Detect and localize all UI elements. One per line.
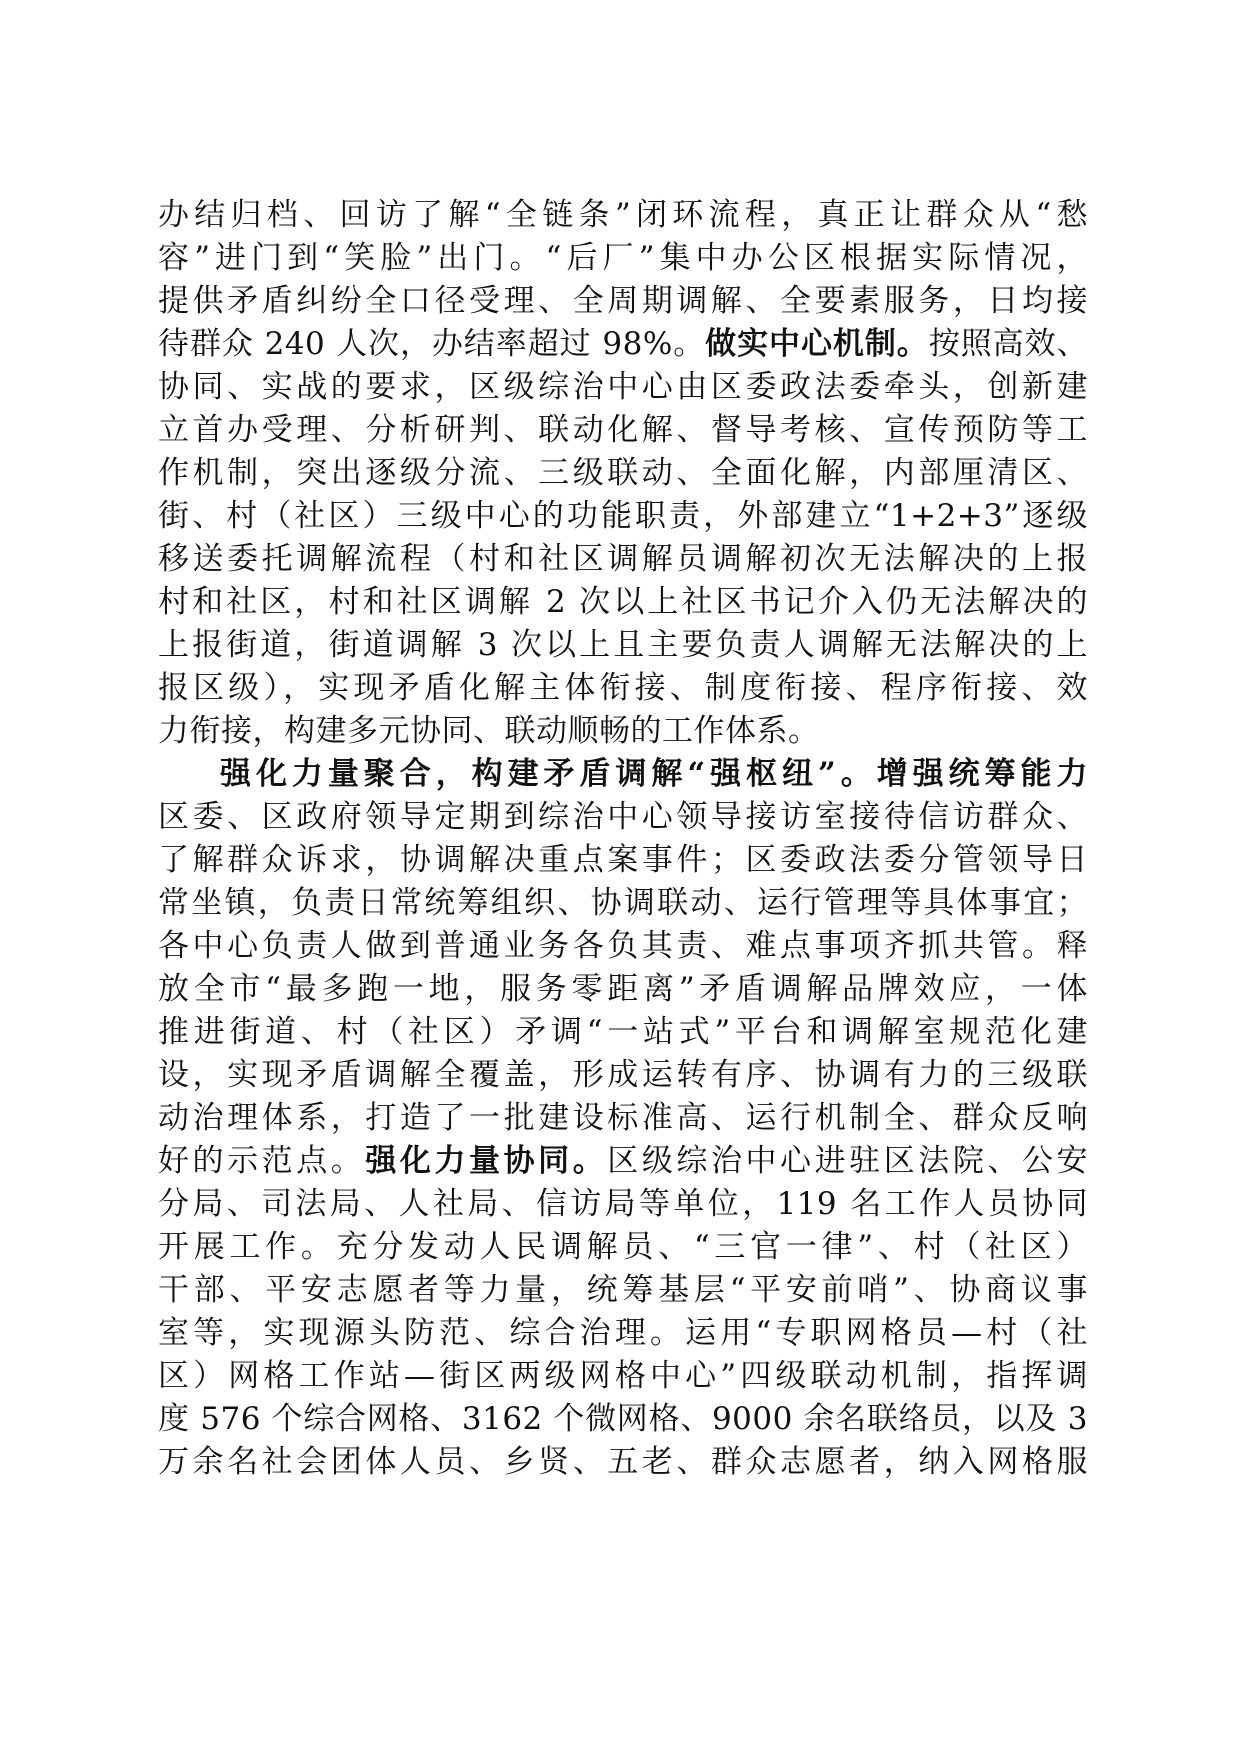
text-segment: 设，实现矛盾调解全覆盖，形成运转有序、协调有力的三级联 bbox=[158, 1057, 1088, 1093]
text-segment: 度 576 个综合网格、3162 个微网格、9000 余名联络员，以及 3 bbox=[158, 1401, 1088, 1437]
text-line bbox=[158, 323, 1088, 366]
text-segment: 按照高效、 bbox=[928, 326, 1088, 362]
text-segment: 干部、平安志愿者等力量，统筹基层“平安前哨”、协商议事 bbox=[158, 1272, 1088, 1308]
text-segment: 区）网格工作站—街区两级网格中心”四级联动机制，指挥调 bbox=[158, 1358, 1088, 1394]
text-segment: 街、村（社区）三级中心的功能职责，外部建立“1+2+3”逐级 bbox=[158, 498, 1088, 534]
text-segment: 提供矛盾纠纷全口径受理、全周期调解、全要素服务，日均接 bbox=[158, 283, 1088, 319]
text-segment: 容”进门到“笑脸”出门。“后厂”集中办公区根据实际情况， bbox=[158, 240, 1088, 276]
text-line bbox=[158, 366, 1088, 409]
text-line bbox=[158, 839, 1088, 882]
text-segment: 分局、司法局、人社局、信访局等单位，119 名工作人员协同 bbox=[158, 1186, 1088, 1222]
text-segment: 办结归档、回访了解“全链条”闭环流程，真正让群众从“愁 bbox=[158, 197, 1088, 233]
text-line bbox=[158, 667, 1088, 710]
text-line bbox=[158, 796, 1088, 839]
text-line bbox=[158, 1226, 1088, 1269]
text-segment: 作机制，突出逐级分流、三级联动、全面化解，内部厘清区、 bbox=[158, 455, 1088, 491]
text-segment: 村和社区，村和社区调解 2 次以上社区书记介入仍无法解决的 bbox=[158, 584, 1088, 620]
text-segment: 立首办受理、分析研判、联动化解、督导考核、宣传预防等工 bbox=[158, 412, 1088, 448]
text-segment: 各中心负责人做到普通业务各负其责、难点事项齐抓共管。释 bbox=[158, 928, 1088, 964]
text-line bbox=[158, 1183, 1088, 1226]
text-line bbox=[158, 1054, 1088, 1097]
text-line bbox=[158, 581, 1088, 624]
text-line bbox=[158, 1441, 1088, 1484]
text-segment: 了解群众诉求，协调解决重点案事件；区委政法委分管领导日 bbox=[158, 842, 1088, 878]
text-line bbox=[158, 1097, 1088, 1140]
text-line bbox=[158, 452, 1088, 495]
text-segment: 移送委托调解流程（村和社区调解员调解初次无法解决的上报 bbox=[158, 541, 1088, 577]
text-line bbox=[158, 624, 1088, 667]
text-line bbox=[158, 925, 1088, 968]
text-segment: 力衔接，构建多元协同、联动顺畅的工作体系。 bbox=[158, 713, 820, 749]
text-line bbox=[158, 409, 1088, 452]
bold-heading-text: 做实中心机制。 bbox=[705, 326, 929, 362]
text-line bbox=[158, 495, 1088, 538]
text-segment: 开展工作。充分发动人民调解员、“三官一律”、村（社区） bbox=[158, 1229, 1088, 1265]
text-segment: 上报街道，街道调解 3 次以上且主要负责人调解无法解决的上 bbox=[158, 627, 1088, 663]
text-line bbox=[158, 1140, 1088, 1183]
bold-heading-text: 强化力量聚合，构建矛盾调解“强枢纽”。增强统筹能力 bbox=[220, 756, 1088, 792]
text-line bbox=[158, 753, 1088, 796]
text-line bbox=[158, 194, 1088, 237]
text-segment: 推进街道、村（社区）矛调“一站式”平台和调解室规范化建 bbox=[158, 1014, 1088, 1050]
text-segment: 待群众 240 人次，办结率超过 98%。 bbox=[158, 326, 706, 362]
text-line bbox=[158, 1269, 1088, 1312]
text-segment: 好的示范点。 bbox=[158, 1143, 366, 1179]
text-segment: 区级综治中心进驻区法院、公安 bbox=[607, 1143, 1088, 1179]
text-line bbox=[158, 237, 1088, 280]
text-line bbox=[158, 710, 1088, 753]
text-segment: 报区级），实现矛盾化解主体衔接、制度衔接、程序衔接、效 bbox=[158, 670, 1088, 706]
text-line bbox=[158, 280, 1088, 323]
text-line bbox=[158, 1355, 1088, 1398]
text-segment: 室等，实现源头防范、综合治理。运用“专职网格员—村（社 bbox=[158, 1315, 1088, 1351]
text-line bbox=[158, 538, 1088, 581]
text-segment: 常坐镇，负责日常统筹组织、协调联动、运行管理等具体事宜； bbox=[158, 885, 1088, 921]
text-line bbox=[158, 882, 1088, 925]
text-line bbox=[158, 1312, 1088, 1355]
text-segment: 万余名社会团体人员、乡贤、五老、群众志愿者，纳入网格服 bbox=[158, 1444, 1088, 1480]
bold-heading-text: 强化力量协同。 bbox=[365, 1143, 608, 1179]
text-segment: 区委、区政府领导定期到综治中心领导接访室接待信访群众、 bbox=[158, 799, 1088, 835]
text-line bbox=[158, 968, 1088, 1011]
text-line bbox=[158, 1398, 1088, 1441]
text-segment: 协同、实战的要求，区级综治中心由区委政法委牵头，创新建 bbox=[158, 369, 1088, 405]
body-text bbox=[158, 194, 1088, 1484]
text-segment: 动治理体系，打造了一批建设标准高、运行机制全、群众反响 bbox=[158, 1100, 1088, 1136]
text-segment: 放全市“最多跑一地，服务零距离”矛盾调解品牌效应，一体 bbox=[158, 971, 1088, 1007]
text-line bbox=[158, 1011, 1088, 1054]
